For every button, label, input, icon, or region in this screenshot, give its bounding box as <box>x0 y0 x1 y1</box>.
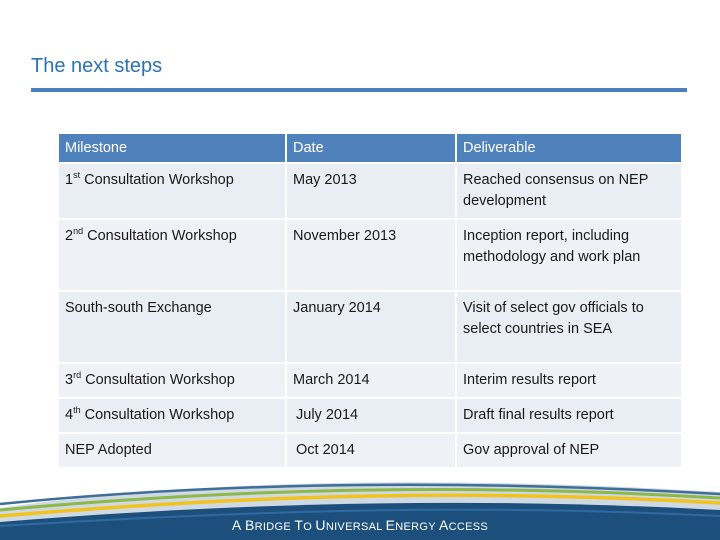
milestone-cell: South-south Exchange <box>58 291 286 363</box>
deliverable-cell: Draft final results report <box>456 398 682 433</box>
milestone-cell: 1st Consultation Workshop <box>58 163 286 219</box>
date-cell: November 2013 <box>286 219 456 291</box>
table-row <box>58 398 682 433</box>
next-steps-table <box>57 132 683 469</box>
deliverable-cell: Gov approval of NEP <box>456 433 682 468</box>
slide-title: The next steps <box>31 55 163 77</box>
date-cell: Oct 2014 <box>286 433 456 468</box>
deliverable-cell: Interim results report <box>456 363 682 398</box>
table-row <box>58 363 682 398</box>
header-milestone: Milestone <box>58 133 286 163</box>
header-date: Date <box>286 133 456 163</box>
table-row <box>58 291 682 363</box>
date-cell: March 2014 <box>286 363 456 398</box>
milestone-cell: NEP Adopted <box>58 433 286 468</box>
table-row <box>58 433 682 468</box>
deliverable-cell: Inception report, including methodology and work plan <box>456 219 682 291</box>
date-cell: January 2014 <box>286 291 456 363</box>
milestone-cell: 2nd Consultation Workshop <box>58 219 286 291</box>
deliverable-cell: Visit of select gov officials to select countries in SEA <box>456 291 682 363</box>
table-row <box>58 163 682 219</box>
date-cell: May 2013 <box>286 163 456 219</box>
deliverable-cell: Reached consensus on NEP development <box>456 163 682 219</box>
table-row <box>58 219 682 291</box>
title-divider <box>31 88 687 92</box>
footer-tagline: A BRIDGE TO UNIVERSAL ENERGY ACCESS <box>231 517 489 533</box>
table-header-row <box>58 133 682 163</box>
date-cell: July 2014 <box>286 398 456 433</box>
milestone-cell: 4th Consultation Workshop <box>58 398 286 433</box>
milestone-cell: 3rd Consultation Workshop <box>58 363 286 398</box>
header-deliverable: Deliverable <box>456 133 682 163</box>
